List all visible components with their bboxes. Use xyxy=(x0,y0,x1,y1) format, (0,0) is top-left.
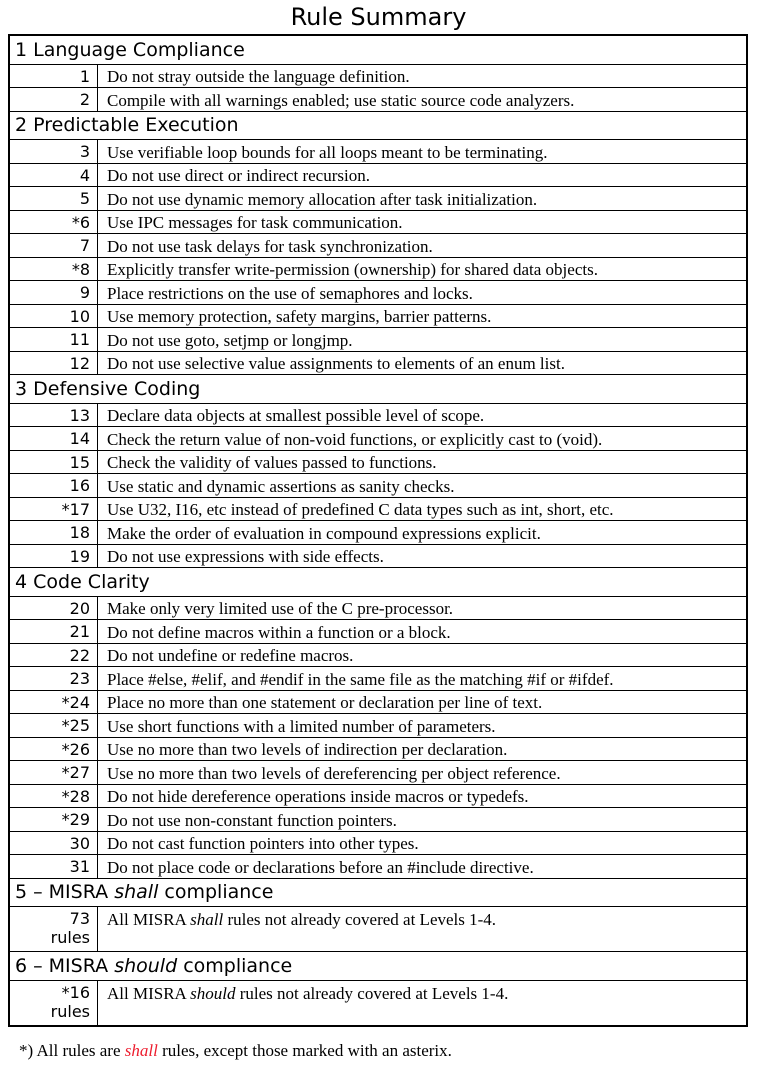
text-segment: Make the order of evaluation in compound expressions explicit. xyxy=(107,523,541,543)
rule-row xyxy=(10,403,746,427)
rule-row xyxy=(10,854,746,878)
rule-text xyxy=(98,65,746,88)
rule-number: *24 xyxy=(10,691,98,714)
rule-row xyxy=(10,257,746,281)
rule-number: 12 xyxy=(10,352,98,375)
rule-row xyxy=(10,807,746,831)
text-segment: Use no more than two levels of indirection per declaration. xyxy=(107,740,508,759)
rule-number: *25 xyxy=(10,714,98,737)
section-heading xyxy=(10,951,746,980)
rule-number: 13 xyxy=(10,404,98,427)
text-segment: Place #else, #elif, and #endif in the same file as the matching #if or #ifdef. xyxy=(107,669,614,689)
rule-text xyxy=(98,404,746,427)
rule-text xyxy=(98,597,746,620)
rule-text xyxy=(98,907,746,951)
rule-row xyxy=(10,87,746,111)
section-heading xyxy=(10,374,746,403)
rule-number: 15 xyxy=(10,451,98,474)
text-segment: rules not already covered at Levels 1-4. xyxy=(223,910,497,929)
text-segment: Use verifiable loop bounds for all loops meant to be terminating. xyxy=(107,142,548,162)
section-heading xyxy=(10,878,746,907)
text-segment: Check the validity of values passed to functions. xyxy=(107,453,437,472)
section-heading xyxy=(10,567,746,596)
text-segment: Do not cast function pointers into other types. xyxy=(107,834,419,853)
rule-row xyxy=(10,619,746,643)
rule-number xyxy=(10,907,98,951)
rule-text xyxy=(98,474,746,497)
text-segment: Use memory protection, safety margins, barrier patterns. xyxy=(107,307,492,326)
text-segment: Declare data objects at smallest possible level of scope. xyxy=(107,406,485,425)
text-segment: All MISRA xyxy=(107,910,191,929)
rule-row xyxy=(10,327,746,351)
rule-text xyxy=(98,714,746,737)
rule-number: *28 xyxy=(10,785,98,808)
emphasis-text: should xyxy=(190,983,236,1003)
rule-number-line: rules xyxy=(50,1001,90,1021)
rule-number: 22 xyxy=(10,644,98,667)
rule-number: *29 xyxy=(10,808,98,831)
rule-text xyxy=(98,691,746,714)
text-segment: Do not use non-constant function pointers. xyxy=(107,810,397,830)
text-segment: Check the return value of non-void functions, or explicitly cast to (void). xyxy=(107,429,603,449)
text-segment: Place no more than one statement or declaration per line of text. xyxy=(107,693,543,712)
rule-text xyxy=(98,281,746,304)
text-segment: compliance xyxy=(158,881,274,903)
rule-number: 21 xyxy=(10,620,98,643)
rule-text xyxy=(98,620,746,643)
text-segment: 1 Language Compliance xyxy=(15,38,245,61)
text-segment: 2 Predictable Execution xyxy=(15,114,239,136)
text-segment: 3 Defensive Coding xyxy=(15,377,201,400)
text-segment: Do not use dynamic memory allocation after task initialization. xyxy=(107,189,538,209)
rule-row xyxy=(10,497,746,521)
rule-text xyxy=(98,545,746,568)
text-segment: Use short functions with a limited number of parameters. xyxy=(107,716,496,736)
rule-row xyxy=(10,690,746,714)
rule-text xyxy=(98,211,746,234)
text-segment: Use IPC messages for task communication. xyxy=(107,213,403,232)
rule-text xyxy=(98,855,746,878)
text-segment: Compile with all warnings enabled; use static source code analyzers. xyxy=(107,90,575,110)
rule-text xyxy=(98,785,746,808)
text-segment: Place restrictions on the use of semaphores and locks. xyxy=(107,283,473,303)
rule-text xyxy=(98,761,746,784)
rule-number: 1 xyxy=(10,65,98,88)
rule-text xyxy=(98,88,746,111)
rule-number: *17 xyxy=(10,498,98,521)
rule-row xyxy=(10,163,746,187)
rule-number: 2 xyxy=(10,88,98,111)
rule-row xyxy=(10,666,746,690)
rule-text xyxy=(98,328,746,351)
rule-number: 7 xyxy=(10,234,98,257)
rule-number: 18 xyxy=(10,521,98,544)
rule-number: 20 xyxy=(10,597,98,620)
text-segment: 6 – MISRA xyxy=(15,954,115,977)
rule-row xyxy=(10,233,746,257)
rule-row xyxy=(10,351,746,375)
text-segment: Do not use direct or indirect recursion. xyxy=(107,166,370,185)
rule-number-line: 73 xyxy=(69,909,90,928)
rule-row xyxy=(10,210,746,234)
text-segment: Do not use expressions with side effects. xyxy=(107,547,384,566)
rule-number: 10 xyxy=(10,305,98,328)
text-segment: rules not already covered at Levels 1-4. xyxy=(235,983,509,1003)
rule-number: 3 xyxy=(10,140,98,163)
rule-text xyxy=(98,164,746,187)
rule-number: *6 xyxy=(10,211,98,234)
rule-number: *8 xyxy=(10,258,98,281)
text-segment: rules, except those marked with an asterix. xyxy=(157,1041,452,1060)
rule-text xyxy=(98,305,746,328)
rule-number: 11 xyxy=(10,328,98,351)
text-segment: *) All rules are xyxy=(19,1041,125,1060)
emphasis-text: shall xyxy=(124,1041,158,1060)
rule-row xyxy=(10,426,746,450)
text-segment: Make only very limited use of the C pre-processor. xyxy=(107,599,454,618)
text-segment: Use static and dynamic assertions as sanity checks. xyxy=(107,476,455,496)
footnote xyxy=(19,1041,452,1060)
rule-row xyxy=(10,186,746,210)
rule-number: 14 xyxy=(10,427,98,450)
rule-row xyxy=(10,64,746,88)
rule-number: 30 xyxy=(10,832,98,855)
emphasis-text: shall xyxy=(190,910,224,929)
text-segment: Explicitly transfer write-permission (ownership) for shared data objects. xyxy=(107,260,598,279)
section-heading xyxy=(10,36,746,64)
text-segment: Do not use selective value assignments to elements of an enum list. xyxy=(107,354,565,373)
text-segment: Do not use goto, setjmp or longjmp. xyxy=(107,330,353,350)
rule-number-line: rules xyxy=(50,928,90,947)
text-segment: compliance xyxy=(177,954,293,977)
rule-number: *26 xyxy=(10,738,98,761)
text-segment: Do not use task delays for task synchronization. xyxy=(107,236,433,256)
text-segment: Do not stray outside the language definition. xyxy=(107,67,410,86)
text-segment: Use U32, I16, etc instead of predefined C data types such as int, short, etc. xyxy=(107,500,614,519)
text-segment: Do not undefine or redefine macros. xyxy=(107,646,354,665)
rule-row xyxy=(10,737,746,761)
rule-number: 19 xyxy=(10,545,98,568)
rule-summary-table xyxy=(8,34,748,1027)
rule-text xyxy=(98,832,746,855)
rule-row xyxy=(10,643,746,667)
rule-text xyxy=(98,427,746,450)
rule-row xyxy=(10,450,746,474)
rule-row xyxy=(10,473,746,497)
rule-text xyxy=(98,738,746,761)
rule-text xyxy=(98,808,746,831)
rule-number: 31 xyxy=(10,855,98,878)
rule-row xyxy=(10,760,746,784)
text-segment: 5 – MISRA xyxy=(15,881,115,903)
rule-text xyxy=(98,352,746,375)
rule-number: 23 xyxy=(10,667,98,690)
text-segment: Do not place code or declarations before an #include directive. xyxy=(107,857,534,877)
rule-text xyxy=(98,498,746,521)
rule-number xyxy=(10,981,98,1025)
text-segment: 4 Code Clarity xyxy=(15,570,150,593)
rule-text xyxy=(98,140,746,163)
rule-row xyxy=(10,980,746,1025)
text-segment: Use no more than two levels of dereferencing per object reference. xyxy=(107,763,561,783)
rule-text xyxy=(98,667,746,690)
rule-row xyxy=(10,831,746,855)
page-title: Rule Summary xyxy=(290,3,467,31)
rule-text xyxy=(98,187,746,210)
rule-row xyxy=(10,280,746,304)
rule-text xyxy=(98,981,746,1025)
text-segment: Do not hide dereference operations inside macros or typedefs. xyxy=(107,787,529,806)
rule-row xyxy=(10,713,746,737)
rule-number: 9 xyxy=(10,281,98,304)
rule-number: *27 xyxy=(10,761,98,784)
rule-text xyxy=(98,258,746,281)
rule-text xyxy=(98,521,746,544)
section-heading xyxy=(10,111,746,140)
rule-row xyxy=(10,520,746,544)
rule-row xyxy=(10,596,746,620)
rule-number: 5 xyxy=(10,187,98,210)
rule-row xyxy=(10,139,746,163)
rule-text xyxy=(98,644,746,667)
emphasis-text: shall xyxy=(114,881,159,903)
emphasis-text: should xyxy=(114,954,178,977)
rule-row xyxy=(10,784,746,808)
rule-number: 16 xyxy=(10,474,98,497)
rule-row xyxy=(10,544,746,568)
rule-number: 4 xyxy=(10,164,98,187)
rule-row xyxy=(10,304,746,328)
rule-number-line: *16 xyxy=(61,982,90,1002)
rule-text xyxy=(98,451,746,474)
text-segment: Do not define macros within a function or a block. xyxy=(107,622,451,642)
text-segment: All MISRA xyxy=(107,983,191,1003)
rule-text xyxy=(98,234,746,257)
rule-row xyxy=(10,906,746,951)
